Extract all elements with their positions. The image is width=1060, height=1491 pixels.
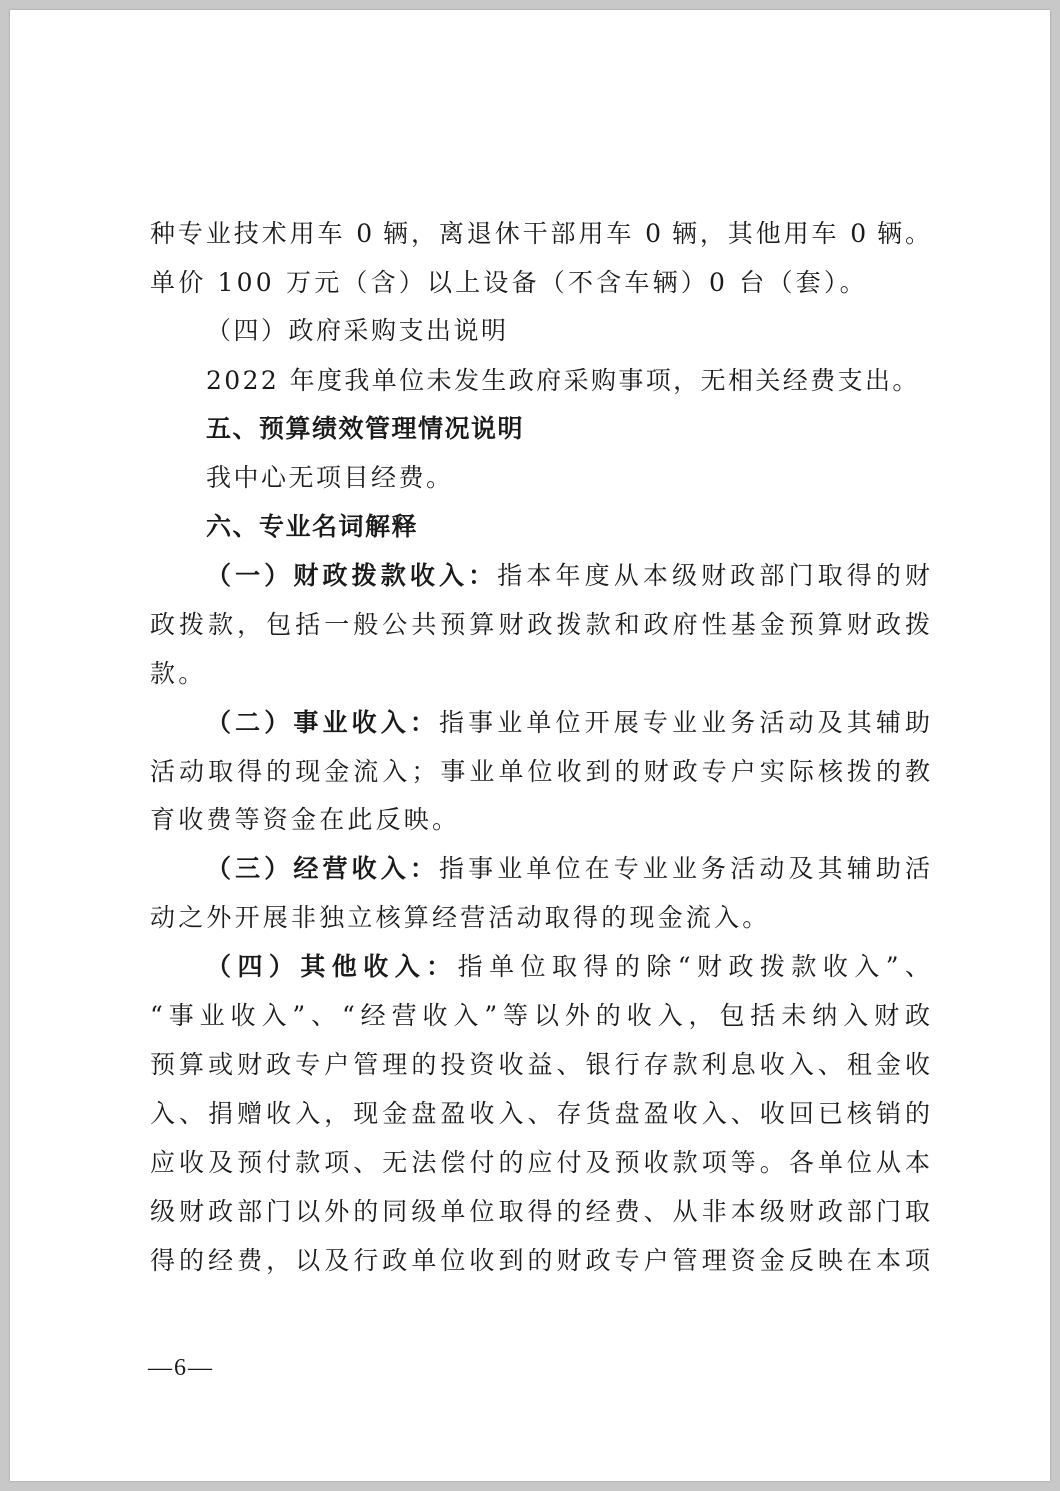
definition-line: （一）财政拨款收入：指本年度从本级财政部门取得的财 (206, 561, 930, 590)
definition-line: （二）事业收入：指事业单位开展专业业务活动及其辅助 (206, 708, 930, 737)
definition-line: （三）经营收入：指事业单位在专业业务活动及其辅助活 (206, 854, 930, 883)
body-line: 动之外开展非独立核算经营活动取得的现金流入。 (150, 903, 771, 932)
body-line: 政拨款，包括一般公共预算财政拨款和政府性基金预算财政拨 (150, 610, 930, 639)
body-line: 2022 年度我单位未发生政府采购事项，无相关经费支出。 (206, 366, 920, 395)
body-line: 我中心无项目经费。 (206, 463, 454, 492)
definition-term: （三）经营收入： (206, 854, 439, 883)
body-line: 种专业技术用车 0 辆，离退休干部用车 0 辆，其他用车 0 辆。 (150, 219, 930, 248)
subsection-heading: （四）政府采购支出说明 (206, 316, 509, 345)
section-heading: 五、预算绩效管理情况说明 (206, 414, 525, 443)
body-line: 得的经费，以及行政单位收到的财政专户管理资金反映在本项 (150, 1246, 930, 1275)
definition-line: （四）其他收入：指单位取得的除“财政拨款收入”、 (206, 952, 930, 981)
body-line: 预算或财政专户管理的投资收益、银行存款利息收入、租金收 (150, 1050, 930, 1079)
definition-term: （四）其他收入： (206, 952, 458, 981)
body-line: 活动取得的现金流入；事业单位收到的财政专户实际核拨的教 (150, 757, 930, 786)
definition-term: （二）事业收入： (206, 708, 439, 737)
body-line: 级财政部门以外的同级单位取得的经费、从非本级财政部门取 (150, 1197, 930, 1226)
body-line: 入、捐赠收入，现金盘盈收入、存货盘盈收入、收回已核销的 (150, 1099, 930, 1128)
body-line: 育收费等资金在此反映。 (150, 805, 461, 834)
document-page (10, 10, 1050, 1481)
body-line: 应收及预付款项、无法偿付的应付及预收款项等。各单位从本 (150, 1148, 930, 1177)
body-line: 款。 (150, 659, 207, 688)
section-heading: 六、专业名词解释 (206, 512, 419, 541)
definition-term: （一）财政拨款收入： (206, 561, 498, 590)
page-number: —6— (148, 1355, 214, 1381)
body-line: 单价 100 万元（含）以上设备（不含车辆）0 台（套）。 (150, 268, 868, 297)
body-line: “事业收入”、“经营收入”等以外的收入，包括未纳入财政 (150, 1001, 930, 1030)
